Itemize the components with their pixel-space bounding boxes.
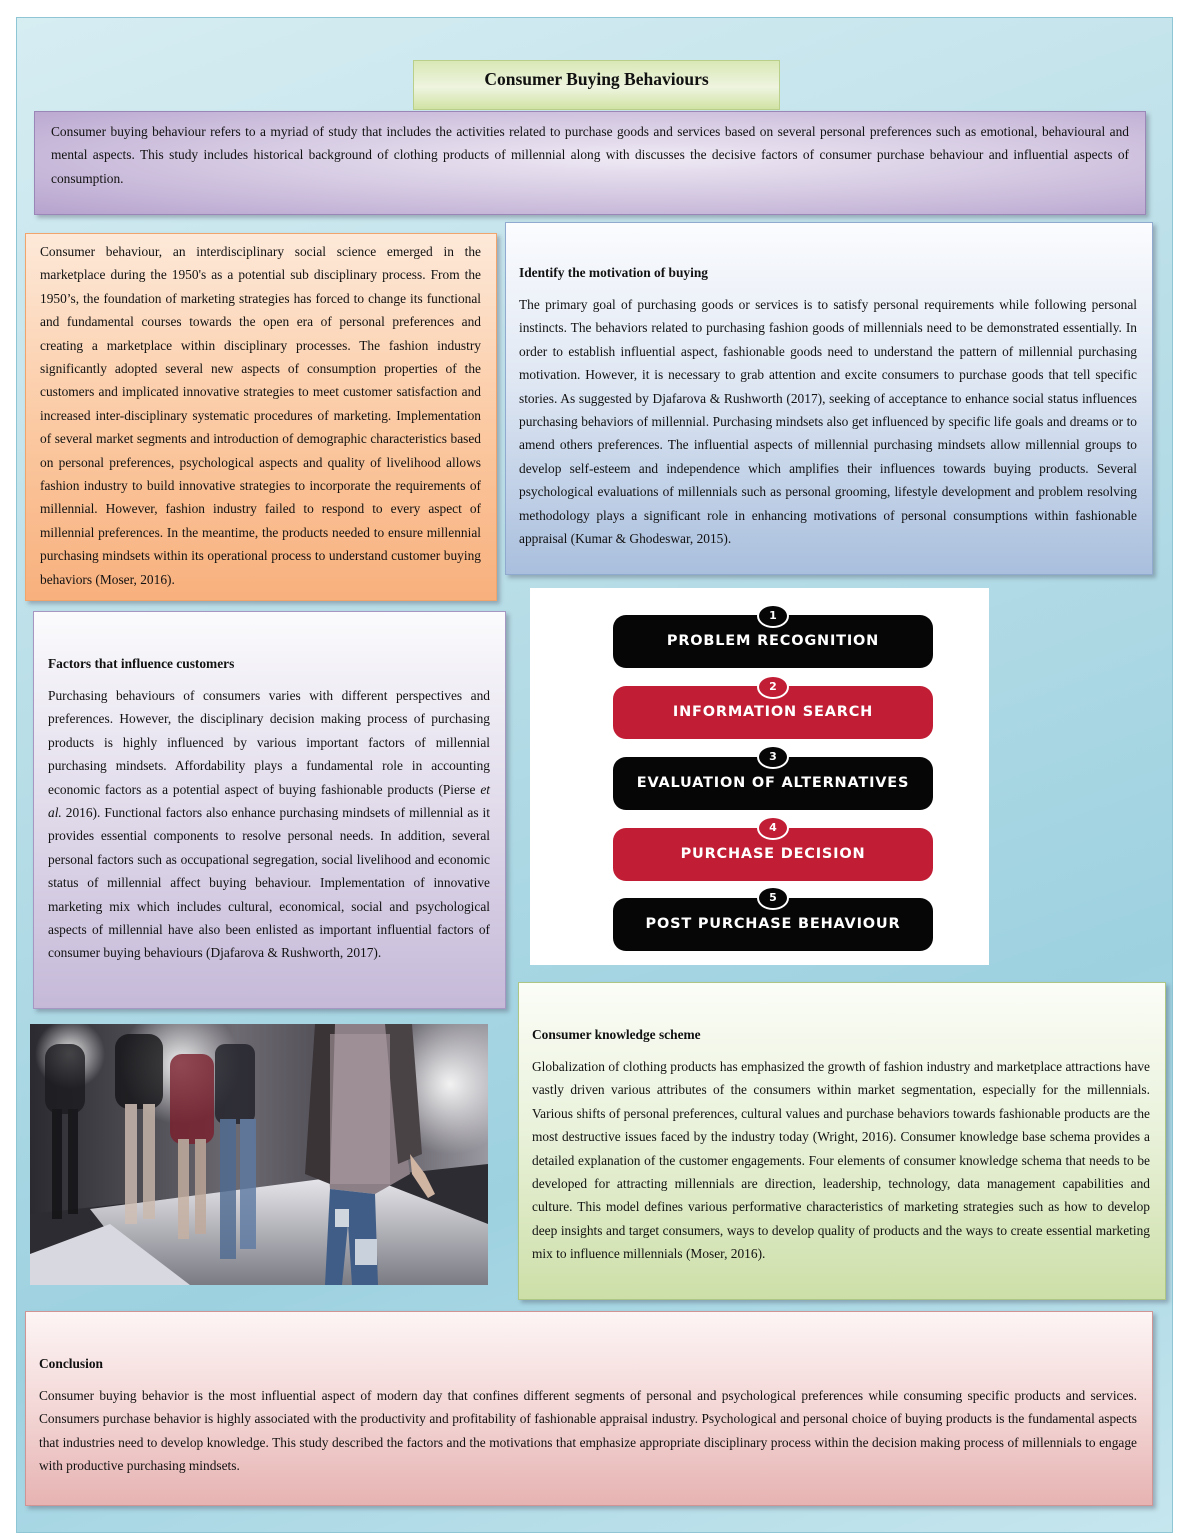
- process-step-2-number: 2: [757, 675, 789, 699]
- process-step-2: INFORMATION SEARCH: [613, 686, 933, 739]
- knowledge-text: Globalization of clothing products has emphasized the growth of fashion industry and marketplace attractions have vastly driven various attributes of the consumers within market segmentation, especially for the millennials. Various shifts of personal preferences, cultural values and purchase behaviors towards fashionable products are the most destructive issues faced by the industry today (Wright, 2016). Consumer knowledge base schema provides a detailed explanation of the customer engagements. Four elements of consumer knowledge schema that needs to be developed for attracting millennials are direction, leadership, technology, data management capabilities and culture. This model defines various performative characteristics of marketing strategies such as how to develop deep insights and target consumers, ways to develop quality of products and the ways to create essential marketing mix to influence millennials (Moser, 2016).: [532, 1059, 1150, 1262]
- process-step-4-number: 4: [757, 816, 789, 840]
- knowledge-box: [518, 982, 1166, 1300]
- motivation-heading: Identify the motivation of buying: [519, 265, 708, 280]
- background-text: Consumer behaviour, an interdisciplinary social science emerged in the marketplace during the 1950's as a potential sub disciplinary process. From the 1950’s, the foundation of marketing strategies has forced to change its functional and fundamental courses towards the open era of personal preferences and creating a marketplace within disciplinary processes. The fashion industry significantly adopted several new aspects of consumption properties of the customers and implicated innovative strategies to meet customer satisfaction and increased inter-disciplinary systematic procedures of marketing. Implementation of several market segments and introduction of demographic characteristics based on personal preferences, psychological aspects and quality of livelihood allows fashion industry to build innovative strategies to incorporate the requirements of millennial. However, fashion industry failed to respond to every aspect of millennial preferences. In the meantime, the products needed to ensure millennial purchasing mindsets within its operational process to understand customer buying behaviors (Moser, 2016).: [40, 244, 481, 587]
- decision-process-diagram: [530, 588, 989, 965]
- factors-text-part1: Purchasing behaviours of consumers varies with different perspectives and preferences. However, the disciplinary decision making process of purchasing products is highly influenced by various important factors of millennial purchasing mindsets. Affordability plays a fundamental role in accounting economic factors as a potential aspect of buying fashionable products (Pierse: [48, 688, 490, 797]
- page-title: Consumer Buying Behaviours: [484, 69, 709, 89]
- conclusion-text: Consumer buying behavior is the most influential aspect of modern day that confines different segments of personal and psychological preferences while consuming specific products and services. Consumers purchase behavior is highly associated with the productivity and profitability of fashionable appraisal industry. Psychological and personal choice of buying products is the fundamental aspects that industries need to develop knowledge. This study described the factors and the motivations that emphasize appropriate disciplinary process within the decision making process of millennials to engage with productive purchasing mindsets.: [39, 1388, 1137, 1474]
- fashion-runway-photo: [30, 1024, 488, 1285]
- title-banner: [413, 60, 780, 110]
- factors-text-italic: et al.: [48, 781, 490, 821]
- process-step-4: PURCHASE DECISION: [613, 828, 933, 881]
- process-step-3-number: 3: [757, 745, 789, 769]
- intro-box: [34, 111, 1146, 215]
- factors-box: [33, 611, 506, 1009]
- factors-text-part2: 2016). Functional factors also enhance purchasing mindsets of millennial as it provides essential components to resolve personal needs. In addition, several personal factors such as occupational segregation, social livelihood and economic status of millennial affect buying behaviour. Implementation of innovative marketing mix which includes cultural, economical, social and psychological aspects of millennial have also been enlisted as important influential factors of consumer buying behaviours (Djafarova & Rushworth, 2017).: [48, 805, 490, 961]
- factors-text: [48, 684, 490, 965]
- runway-illustration: [30, 1024, 488, 1285]
- process-step-5: POST PURCHASE BEHAVIOUR: [613, 898, 933, 951]
- process-step-1: PROBLEM RECOGNITION: [613, 615, 933, 668]
- conclusion-box: [25, 1311, 1153, 1506]
- process-step-1-number: 1: [757, 604, 789, 628]
- motivation-box: [505, 222, 1153, 575]
- factors-heading: Factors that influence customers: [48, 656, 235, 671]
- conclusion-heading: Conclusion: [39, 1356, 103, 1371]
- intro-text: Consumer buying behaviour refers to a myriad of study that includes the activities related to purchase goods and services based on several personal preferences such as emotional, behavioural and mental aspects. This study includes historical background of clothing products of millennial along with discusses the decisive factors of consumer purchase behaviour and influential aspects of consumption.: [51, 124, 1129, 186]
- knowledge-heading: Consumer knowledge scheme: [532, 1027, 701, 1042]
- motivation-text: The primary goal of purchasing goods or services is to satisfy personal requirements while following personal instincts. The behaviors related to purchasing fashion goods of millennials need to be demonstrated essentially. In order to establish influential aspect, fashionable goods need to understand the pattern of millennial purchasing motivation. However, it is necessary to grab attention and excite consumers to purchase goods that tell specific stories. As suggested by Djafarova & Rushworth (2017), seeking of acceptance to enhance social status influences purchasing behaviors of millennial. Purchasing mindsets also get influenced by specific life goals and dreams or to amend others preferences. The influential aspects of millennial purchasing mindsets allow millennial groups to develop self-esteem and independence which amplifies their influences towards buying products. Several psychological evaluations of millennials such as personal grooming, lifestyle development and problem resolving methodology plays a significant role in enhancing motivations of personal consumptions within fashionable appraisal (Kumar & Ghodeswar, 2015).: [519, 297, 1137, 547]
- background-box: [25, 233, 497, 601]
- process-step-5-number: 5: [757, 886, 789, 910]
- process-step-3: EVALUATION OF ALTERNATIVES: [613, 757, 933, 810]
